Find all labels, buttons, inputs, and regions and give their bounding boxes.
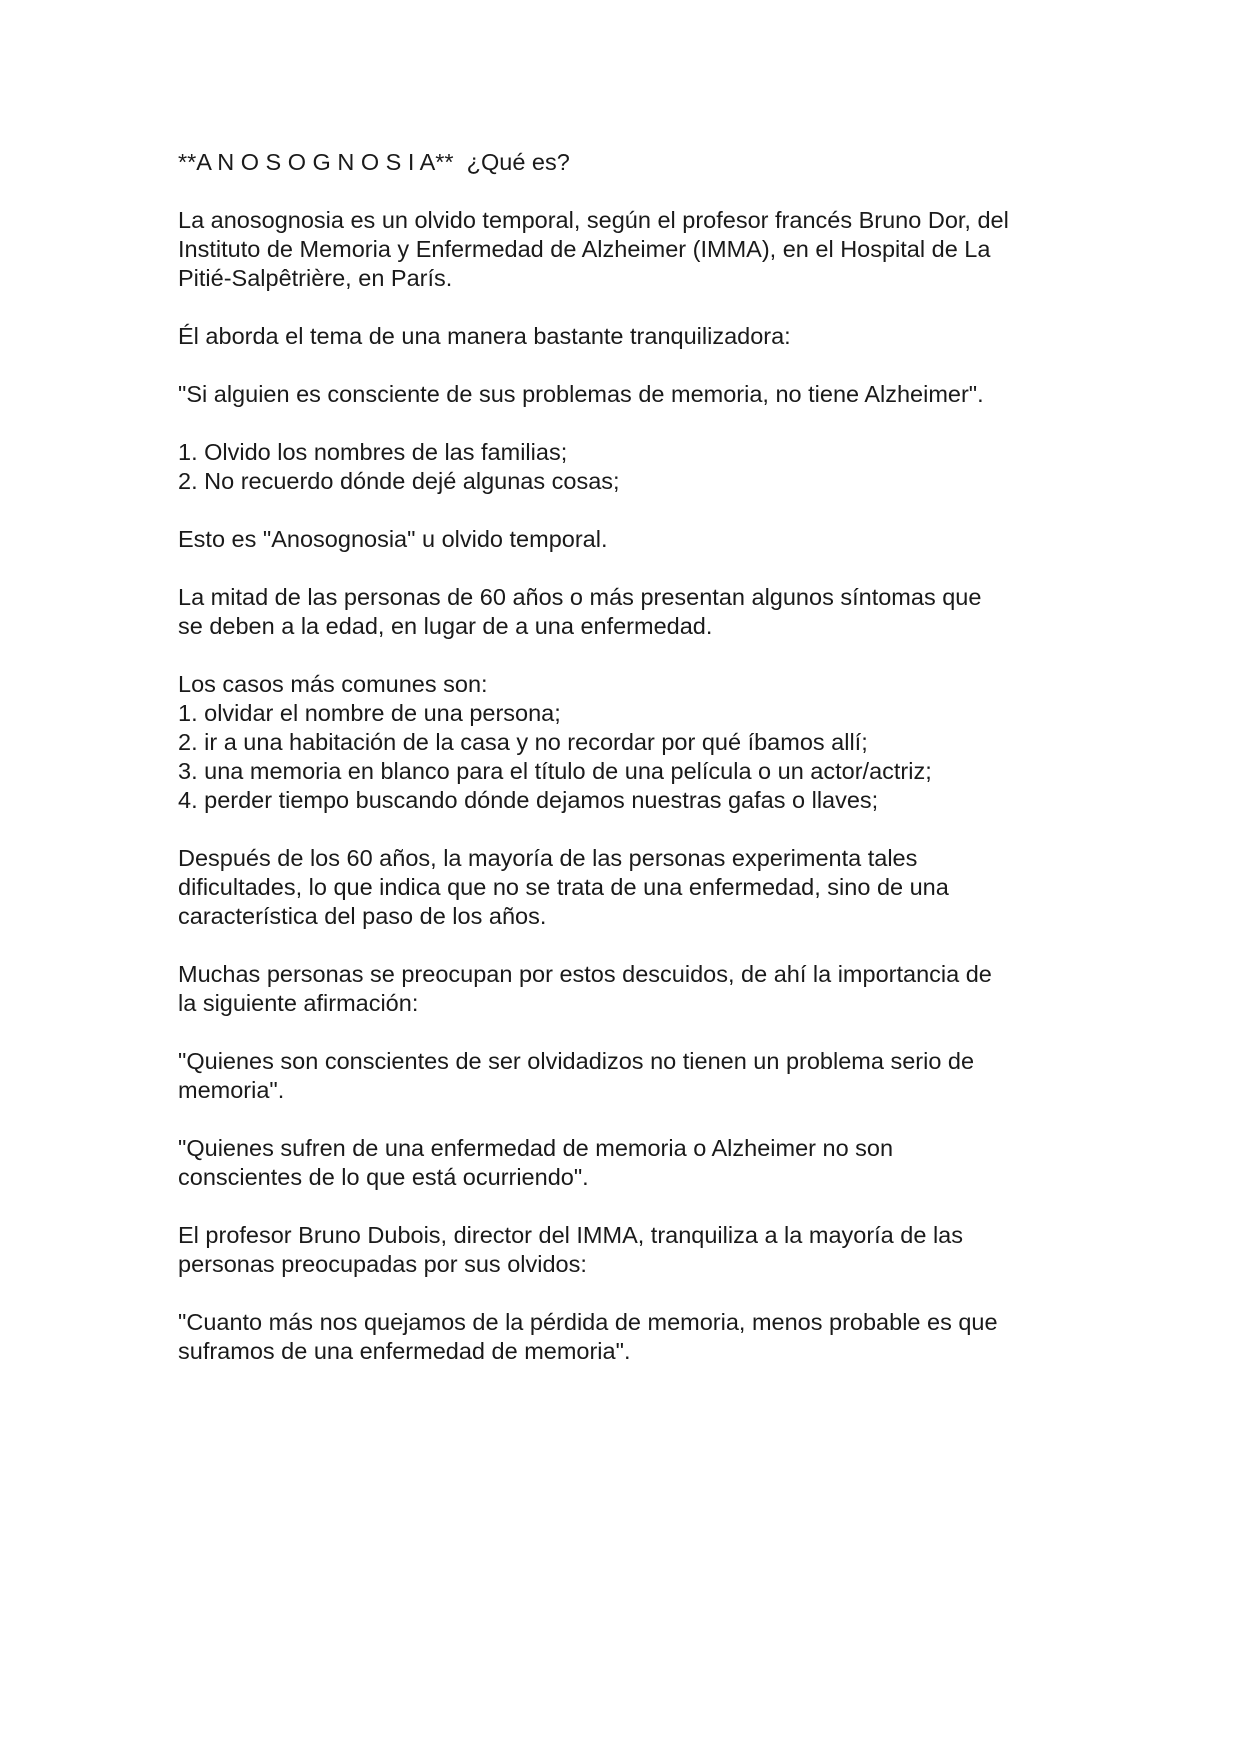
quote-line: "Cuanto más nos quejamos de la pérdida de memoria, menos probable es que (178, 1309, 998, 1335)
list-item: 2. No recuerdo dónde dejé algunas cosas; (178, 468, 620, 494)
cases-heading: Los casos más comunes son: (178, 671, 488, 697)
dubois-line: personas preocupadas por sus olvidos: (178, 1251, 587, 1277)
list-item: 4. perder tiempo buscando dónde dejamos nuestras gafas o llaves; (178, 787, 879, 813)
intro-line: Instituto de Memoria y Enfermedad de Alzheimer (IMMA), en el Hospital de La (178, 236, 991, 262)
list-item: 2. ir a una habitación de la casa y no recordar por qué íbamos allí; (178, 729, 868, 755)
quote-paragraph-1 (178, 380, 1078, 409)
quote-line: conscientes de lo que está ocurriendo". (178, 1164, 589, 1190)
quote-paragraph-4 (178, 1308, 1078, 1366)
list-item: 1. olvidar el nombre de una persona; (178, 700, 561, 726)
intro-line: Pitié-Salpêtrière, en París. (178, 265, 453, 291)
quote-paragraph-2 (178, 1047, 1078, 1105)
document-page (178, 148, 1078, 1395)
dubois-paragraph (178, 1221, 1078, 1279)
age-paragraph (178, 583, 1078, 641)
worry-paragraph (178, 960, 1078, 1018)
intro-line: La anosognosia es un olvido temporal, según el profesor francés Bruno Dor, del (178, 207, 1009, 233)
approach-paragraph (178, 322, 1078, 351)
age-line: se deben a la edad, en lugar de a una enfermedad. (178, 613, 713, 639)
after-60-paragraph (178, 844, 1078, 931)
quote-line: suframos de una enfermedad de memoria". (178, 1338, 631, 1364)
dubois-line: El profesor Bruno Dubois, director del IMMA, tranquiliza a la mayoría de las (178, 1222, 963, 1248)
list-item: 1. Olvido los nombres de las familias; (178, 439, 568, 465)
quote-line: "Quienes sufren de una enfermedad de memoria o Alzheimer no son (178, 1135, 894, 1161)
definition-paragraph (178, 525, 1078, 554)
quote-line: "Quienes son conscientes de ser olvidadizos no tienen un problema serio de (178, 1048, 975, 1074)
approach-line: Él aborda el tema de una manera bastante tranquilizadora: (178, 323, 791, 349)
cases-paragraph (178, 670, 1078, 815)
quote-line: memoria". (178, 1077, 285, 1103)
age-line: La mitad de las personas de 60 años o más presentan algunos síntomas que (178, 584, 982, 610)
quote-paragraph-3 (178, 1134, 1078, 1192)
intro-paragraph (178, 206, 1078, 293)
document-title (178, 148, 1078, 177)
worry-line: la siguiente afirmación: (178, 990, 419, 1016)
list-item: 3. una memoria en blanco para el título de una película o un actor/actriz; (178, 758, 932, 784)
after-60-line: Después de los 60 años, la mayoría de las personas experimenta tales (178, 845, 918, 871)
title-line: **A N O S O G N O S I A** ¿Qué es? (178, 149, 570, 175)
after-60-line: dificultades, lo que indica que no se trata de una enfermedad, sino de una (178, 874, 949, 900)
forgetting-list (178, 438, 1078, 496)
after-60-line: característica del paso de los años. (178, 903, 547, 929)
worry-line: Muchas personas se preocupan por estos descuidos, de ahí la importancia de (178, 961, 992, 987)
quote-line: "Si alguien es consciente de sus problemas de memoria, no tiene Alzheimer". (178, 381, 984, 407)
definition-line: Esto es "Anosognosia" u olvido temporal. (178, 526, 608, 552)
